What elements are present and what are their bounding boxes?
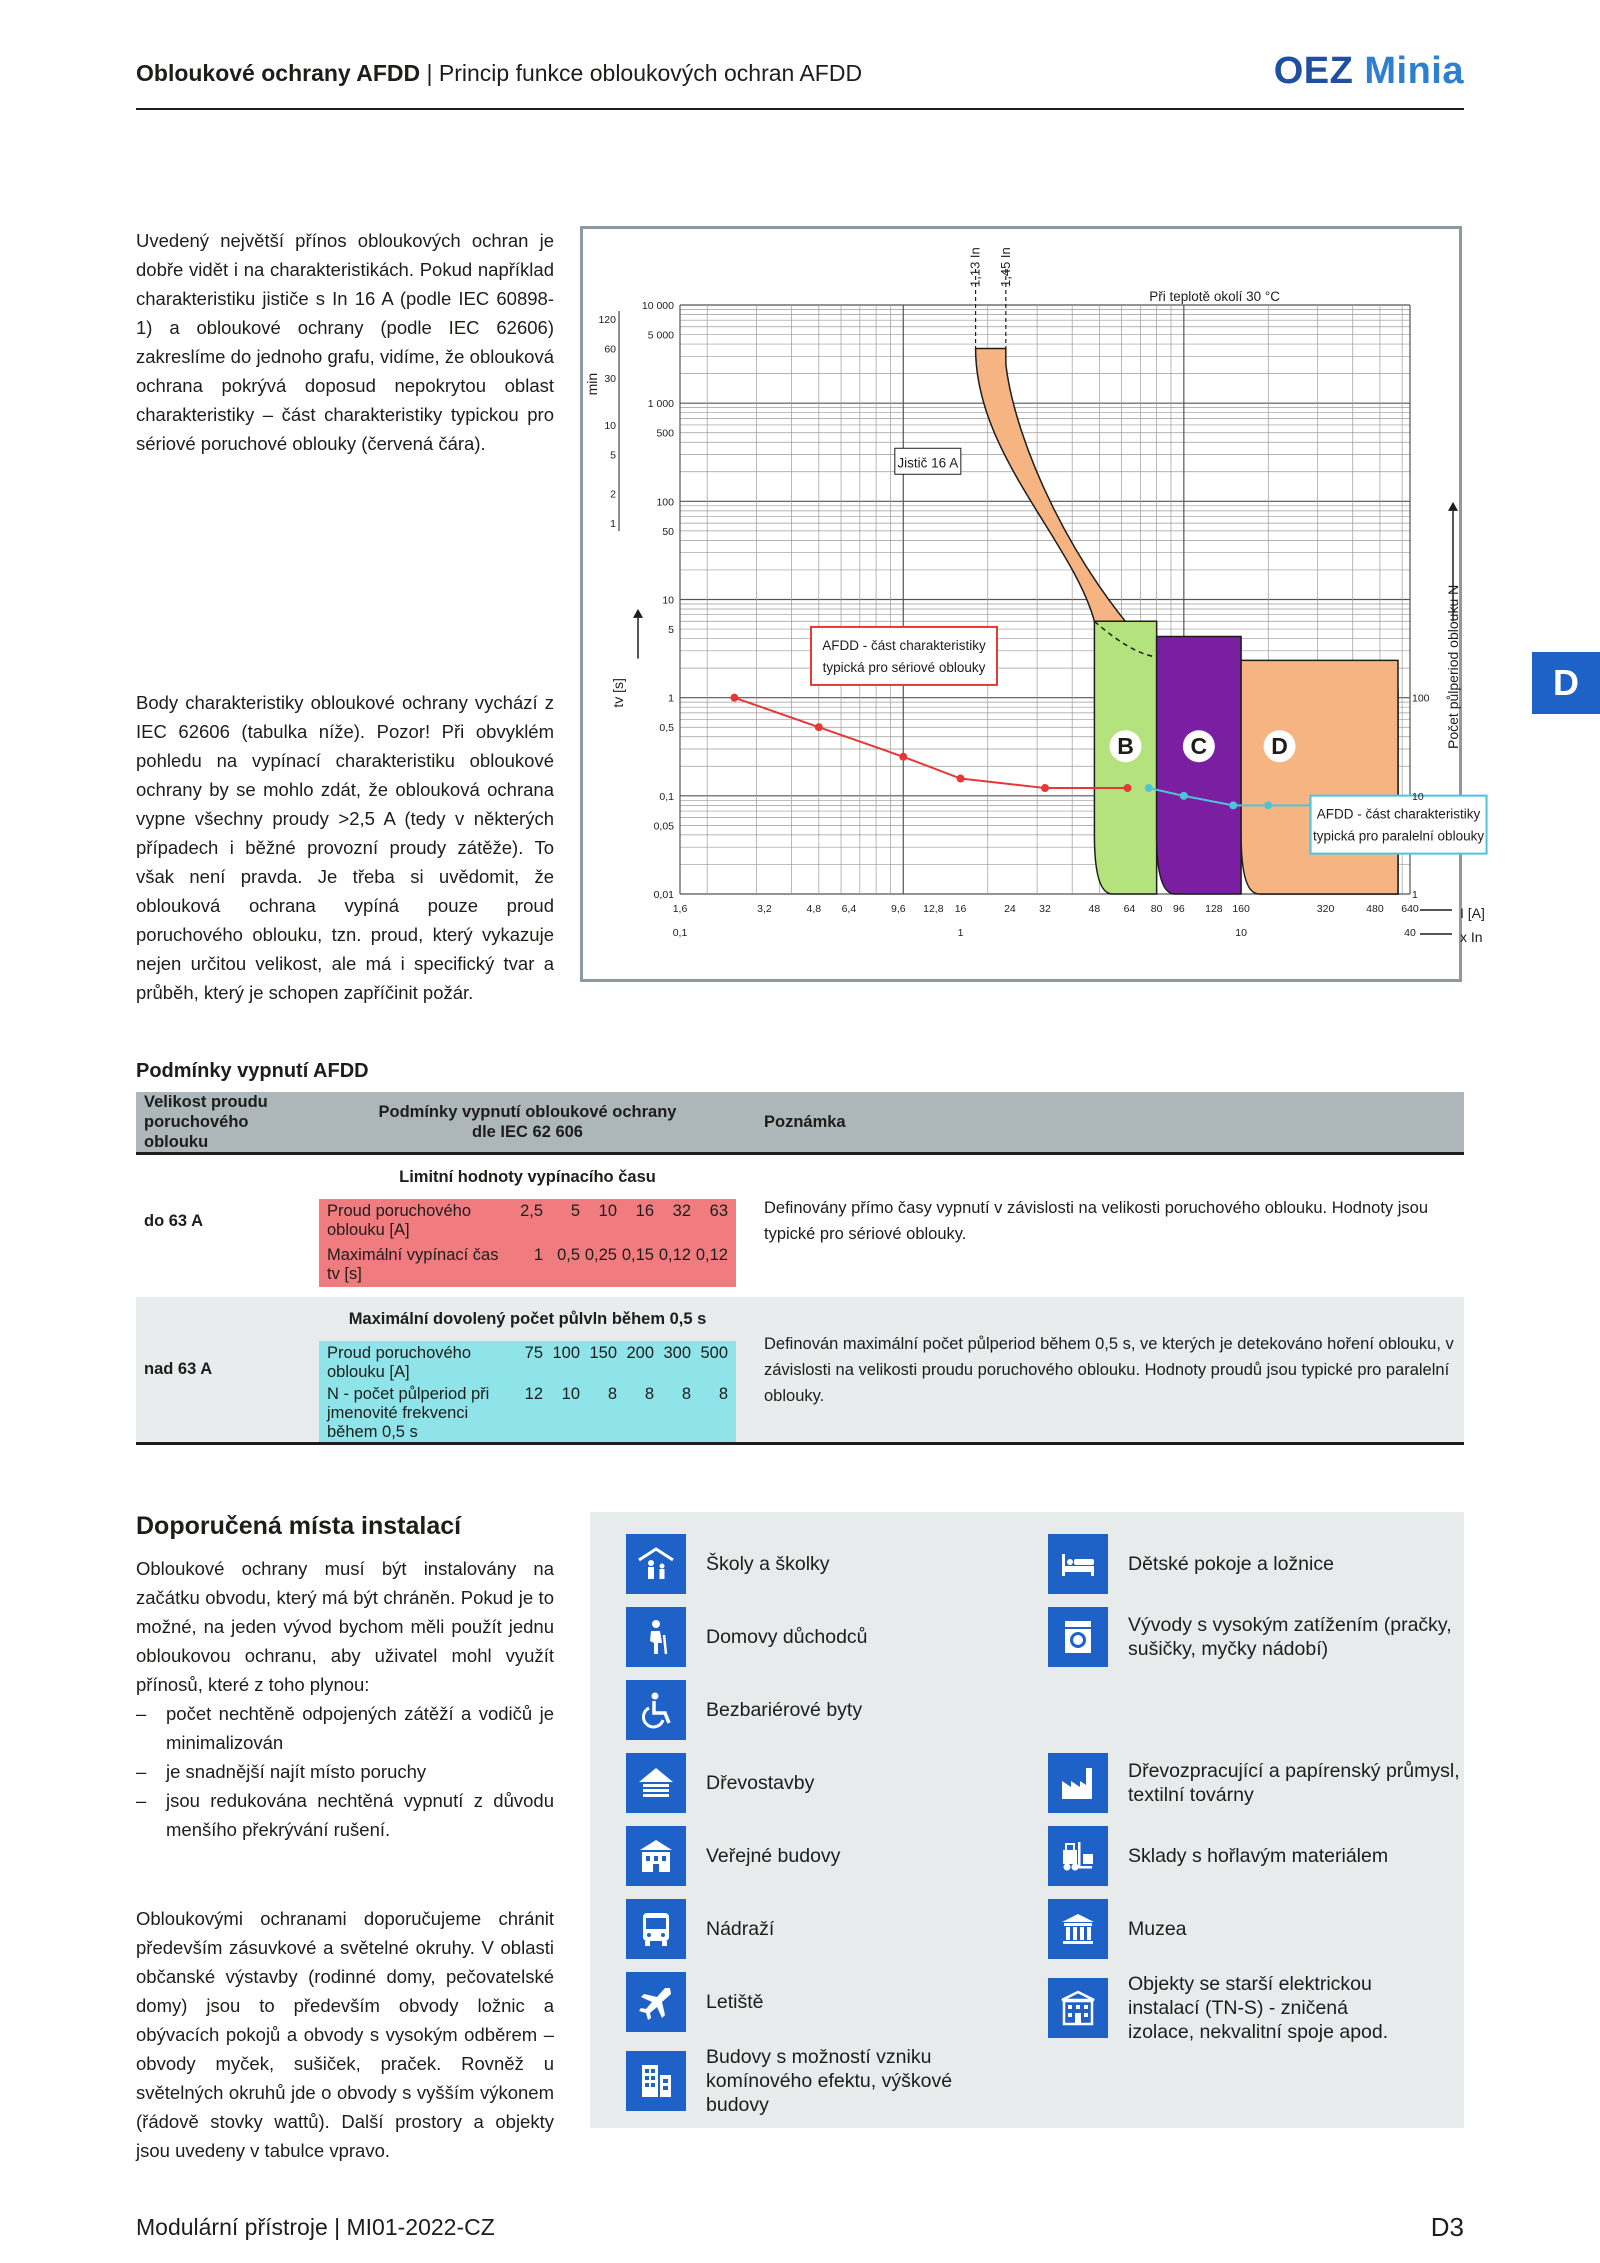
place-label: Sklady s hořlavým materiálem [1128, 1845, 1389, 1867]
group2-row1 [319, 1341, 736, 1385]
col-header-conditions [319, 1092, 736, 1154]
group2-subhead: Maximální dovolený počet půlvln během 0,5 s [348, 1309, 707, 1328]
series-point [730, 694, 738, 702]
brand-logo [1274, 50, 1464, 93]
y-tick-seconds: 100 [656, 496, 674, 509]
table-row [136, 1154, 1464, 1200]
marker-label: 1,13 In [967, 247, 983, 287]
intro-paragraph-2: Body charakteristiky obloukové ochrany vychází z IEC 62606 (tabulka níže). Pozor! Při obvyklém pohledu na vypínací charakteristiku obloukové ochrany by se mohlo zdát, že oblouková ochrana vypne všechny proudy >2,5 A (tedy v některých případech i běžné provozní proudy zátěže). To však není pravda. Je třeba si uvědomit, že oblouková ochrana vypíná pouze proud poruchového oblouku, tzn. proud, který vykazuje nejen určitou velikost, ale má i specifický tvar a průběh, který je schopen zapříčinit požár. [136, 692, 554, 1003]
zone-letter: B [1117, 733, 1134, 760]
bus-icon [626, 1899, 686, 1959]
y-tick-seconds: 0,5 [659, 722, 674, 735]
series-point [815, 723, 823, 731]
installation-intro: Obloukové ochrany musí být instalovány na začátku obvodu, který má být chráněn. Pokud je to možné, na jeden vývod bychom měli použít jednu obloukovou ochranu, aby uživatel mohl využít přínosů, které z toho plynou: [136, 1558, 554, 1695]
parallel-legend-box [1311, 796, 1487, 854]
x-label-multiple: x In [1460, 929, 1483, 945]
school-icon [626, 1534, 686, 1594]
right-axis-label: Počet půlperiod oblouku N [1445, 584, 1461, 749]
group2-row1-values [506, 1344, 728, 1382]
y-tick-seconds: 10 [662, 594, 674, 607]
group1-row2-value: 1 [533, 1246, 543, 1264]
right-tick: 1 [1412, 889, 1418, 901]
series-point [1145, 784, 1153, 792]
x-tick-current: 16 [954, 903, 967, 915]
y-tick-seconds: 1 [668, 692, 674, 705]
group1-size: do 63 A [144, 1211, 203, 1230]
group2-row2-value: 8 [644, 1385, 654, 1403]
place-item [626, 1534, 830, 1594]
group1-row1-value: 63 [709, 1202, 728, 1220]
installation-bullets [136, 1699, 554, 1844]
wheelchair-icon [626, 1680, 686, 1740]
place-item [626, 1607, 868, 1667]
x-tick-multiple: 10 [1235, 927, 1247, 939]
y-tick-minutes: 30 [604, 373, 616, 386]
x-tick-current: 128 [1205, 903, 1223, 915]
x-tick-current: 64 [1123, 903, 1136, 915]
serial-legend-box [811, 627, 997, 685]
place-label: Veřejné budovy [706, 1845, 841, 1867]
x-tick-multiple: 40 [1404, 927, 1416, 939]
series-point [1180, 792, 1188, 800]
x-tick-current: 640 [1401, 903, 1419, 915]
group1-row2-value: 0,12 [658, 1246, 691, 1264]
breaker-label: Jistič 16 A [897, 455, 959, 471]
installation-paragraph-2: Obloukovými ochranami doporučujeme chránit především zásuvkové a světelné okruhy. V oblasti občanské výstavby (rodinné domy, pečovatelské domy) jsou to především obvody ložnic a obývacích pokojů a obvody s vysokým odběrem – obvody myček, sušiček, praček. Rovněž u světelných okruhů jde o obvody s vyšším výkonem (řádově stovky wattů). Další prostory a objekty jsou uvedeny v tabulce vpravo. [136, 1908, 554, 2161]
group1-row1 [319, 1199, 736, 1243]
old-building-icon [1048, 1978, 1108, 2038]
bullet-item: – je snadnější najít místo poruchy [136, 1757, 554, 1786]
bed-icon [1048, 1534, 1108, 1594]
group1-row2-value: 0,12 [695, 1246, 728, 1264]
elderly-icon [626, 1607, 686, 1667]
y-tick-seconds: 0,05 [653, 820, 674, 833]
x-tick-current: 480 [1366, 903, 1384, 915]
col-header-size: Velikost proudu poruchového oblouku [136, 1092, 319, 1154]
table-header-row [136, 1092, 1464, 1154]
place-label: Dětské pokoje a ložnice [1128, 1553, 1334, 1575]
x-tick-multiple: 1 [957, 927, 964, 939]
page-number: D3 [1430, 2212, 1464, 2242]
group1-row1-value: 10 [598, 1202, 617, 1220]
y-tick-seconds: 0,01 [653, 889, 674, 901]
public-building-icon [626, 1826, 686, 1886]
trip-conditions-table [136, 1092, 1464, 1445]
y-tick-minutes: 60 [604, 343, 616, 356]
header-title-rest: | Princip funkce obloukových ochran AFDD [426, 60, 863, 86]
x-tick-current: 48 [1088, 903, 1101, 915]
parallel-legend-text: typická pro paralelní oblouky [1312, 828, 1485, 844]
group1-subhead: Limitní hodnoty vypínacího času [399, 1167, 656, 1186]
group2-row1-value: 100 [552, 1344, 580, 1362]
x-tick-current: 1,6 [672, 903, 688, 915]
y-tick-minutes: 1 [610, 518, 616, 531]
y-tick-seconds: 1 000 [647, 398, 674, 411]
header-divider [136, 108, 1464, 110]
y-tick-minutes: 10 [604, 419, 616, 432]
group2-row2-value: 12 [524, 1385, 543, 1403]
y-tick-minutes: 120 [598, 314, 616, 327]
x-tick-current: 4,8 [806, 903, 822, 915]
series-point [1124, 784, 1132, 792]
temperature-note: Při teplotě okolí 30 °C [1149, 289, 1280, 304]
place-label: Nádraží [706, 1918, 775, 1940]
zone-letter: C [1190, 733, 1208, 760]
place-label: Letiště [706, 1991, 764, 2013]
footer-left: Modulární přístroje | MI01-2022-CZ [136, 2214, 495, 2240]
zone-letter: D [1271, 733, 1288, 760]
x-tick-current: 160 [1232, 903, 1250, 915]
place-label: Dřevozpracující a papírenský průmysl, textilní továrny [1128, 1760, 1460, 1806]
x-tick-current: 32 [1039, 903, 1051, 915]
table-title: Podmínky vypnutí AFDD [136, 1060, 369, 1082]
x-tick-current: 320 [1316, 903, 1335, 915]
x-tick-current: 12,8 [923, 903, 944, 915]
place-label: Budovy s možností vzniku komínového efektu, výškové budovy [706, 2046, 953, 2116]
place-label: Muzea [1128, 1918, 1187, 1940]
x-label-current: I [A] [1460, 905, 1485, 921]
group1-row2-value: 0,5 [557, 1246, 580, 1264]
y-label-minutes: min [584, 372, 600, 396]
brand-minia: Minia [1364, 50, 1464, 92]
chart-svg [583, 229, 1485, 979]
col-header-conditions-line1: Podmínky vypnutí obloukové ochrany [378, 1103, 677, 1121]
place-label: Školy a školky [706, 1553, 830, 1575]
place-item [626, 1753, 814, 1813]
serial-legend-text: AFDD - část charakteristiky [822, 637, 986, 653]
place-item [1048, 1607, 1464, 1667]
place-item [1048, 1826, 1388, 1886]
col-header-note: Poznámka [756, 1092, 1464, 1154]
airplane-icon [626, 1972, 686, 2032]
y-tick-seconds: 500 [656, 427, 674, 440]
forklift-icon [1048, 1826, 1108, 1886]
place-item [1048, 1899, 1187, 1959]
place-label: Bezbariérové byty [706, 1699, 863, 1721]
group1-row1-value: 5 [570, 1202, 580, 1220]
x-tick-current: 9,6 [891, 903, 906, 915]
group2-row1-value: 300 [663, 1344, 691, 1362]
x-tick-current: 80 [1150, 903, 1163, 915]
series-point [1264, 801, 1272, 809]
trip-characteristic-chart [580, 226, 1485, 982]
zone-d [1241, 660, 1398, 894]
header-title [136, 60, 862, 87]
group2-row1-value: 200 [626, 1344, 654, 1362]
x-tick-current: 24 [1004, 903, 1016, 915]
group2-row2 [319, 1385, 736, 1444]
place-item [626, 1826, 840, 1886]
series-point [1229, 801, 1237, 809]
x-tick-current: 6,4 [841, 903, 857, 915]
group2-row2-value: 8 [607, 1385, 617, 1403]
series-point [1041, 784, 1049, 792]
x-tick-multiple: 0,1 [672, 927, 688, 939]
x-tick-current: 96 [1173, 903, 1185, 915]
place-item [626, 1972, 763, 2032]
series-point [899, 753, 907, 761]
chart-labels [584, 247, 1487, 945]
bullet-item: – počet nechtěně odpojených zátěží a vodičů je minimalizován [136, 1699, 554, 1757]
y-tick-minutes: 2 [610, 488, 616, 501]
place-item [1048, 1534, 1334, 1594]
group2-row2-label: N - počet půlperiod při jmenovité frekvenci během 0,5 s [327, 1385, 490, 1441]
place-item [626, 1899, 774, 1959]
wooden-house-icon [626, 1753, 686, 1813]
y-tick-seconds: 50 [662, 525, 674, 538]
group2-note: Definován maximální počet půlperiod během 0,5 s, ve kterých je detekováno hoření oblouku, v závislosti na velikosti proudu poruchového oblouku. Hodnoty proudů jsou typické pro paralelní oblouky. [764, 1334, 1454, 1405]
place-label: Domovy důchodců [706, 1626, 868, 1648]
bullet-item: – jsou redukována nechtěná vypnutí z důvodu menšího překrývání rušení. [136, 1786, 554, 1844]
place-item [1048, 1753, 1464, 1813]
highrise-icon [626, 2051, 686, 2111]
group1-row1-value: 2,5 [520, 1202, 543, 1220]
group1-row2-value: 0,15 [621, 1246, 654, 1264]
table-row [136, 1297, 1464, 1341]
y-tick-seconds: 5 000 [647, 329, 674, 342]
factory-icon [1048, 1753, 1108, 1813]
series-line [734, 698, 1127, 788]
place-item [1048, 1972, 1408, 2044]
group1-row1-values [506, 1202, 728, 1240]
group1-note: Definovány přímo časy vypnutí v závislosti na velikosti poruchového oblouku. Hodnoty jsou typické pro sériové oblouky. [764, 1199, 1429, 1243]
group1-row1-value: 32 [672, 1202, 691, 1220]
y-label-seconds: tv [s] [610, 678, 626, 708]
header-title-bold: Obloukové ochrany AFDD [136, 60, 421, 86]
group2-row1-value: 150 [589, 1344, 617, 1362]
y-tick-seconds: 5 [668, 624, 674, 637]
y-tick-seconds: 10 000 [641, 300, 674, 312]
right-tick: 10 [1412, 790, 1424, 803]
group2-row1-value: 500 [700, 1344, 728, 1362]
marker-label: 1,45 In [997, 247, 1013, 287]
museum-icon [1048, 1899, 1108, 1959]
group1-row1-label: Proud poruchového oblouku [A] [327, 1202, 472, 1239]
place-label: Dřevostavby [706, 1772, 815, 1794]
parallel-legend-text: AFDD - část charakteristiky [1316, 806, 1481, 822]
section-tab: D [1532, 652, 1600, 714]
intro-paragraph-1: Uvedený největší přínos obloukových ochran je dobře vidět i na charakteristikách. Pokud například charakteristiku jističe s In 16 A (podle IEC 60898-1) a obloukové ochrany (podle IEC 62606) zakreslíme do jednoho grafu, vidíme, že oblouková ochrana pokrývá doposud nepokrytou oblast charakteristiky – část charakteristiky typickou pro sériové poruchové oblouky (červená čára). [136, 230, 554, 454]
group2-row2-value: 10 [561, 1385, 580, 1403]
right-tick: 100 [1412, 692, 1430, 705]
group1-row2-label: Maximální vypínací čas tv [s] [327, 1246, 499, 1283]
group1-row2-value: 0,25 [584, 1246, 617, 1264]
group2-row1-label: Proud poruchového oblouku [A] [327, 1344, 472, 1381]
group1-row1-value: 16 [635, 1202, 654, 1220]
group2-size: nad 63 A [144, 1360, 213, 1378]
y-tick-seconds: 0,1 [659, 790, 674, 803]
y-tick-minutes: 5 [610, 449, 616, 462]
installation-places-panel [590, 1512, 1464, 2128]
series-point [957, 775, 965, 783]
x-tick-current: 3,2 [757, 903, 772, 915]
brand-oez: OEZ [1273, 50, 1354, 92]
right-arrow-head [1448, 502, 1458, 511]
y-arrow-head [633, 609, 643, 618]
installation-title: Doporučená místa instalací [136, 1512, 462, 1540]
group2-row2-value: 8 [681, 1385, 691, 1403]
group2-row2-value: 8 [718, 1385, 728, 1403]
group1-row2 [319, 1243, 736, 1287]
serial-legend-text: typická pro sériové oblouky [822, 659, 986, 675]
place-label: Objekty se starší elektrickou instalací (TN-S) - zničená izolace, nekvalitní spoje apod. [1128, 1973, 1389, 2043]
group2-row1-value: 75 [524, 1344, 543, 1362]
group2-row2-values [506, 1385, 728, 1442]
washing-machine-icon [1048, 1607, 1108, 1667]
place-label: Vývody s vysokým zatížením (pračky, sušičky, myčky nádobí) [1128, 1614, 1452, 1660]
place-item [626, 1680, 862, 1740]
installation-paragraph-1 [136, 1554, 554, 1844]
zone-c [1157, 636, 1241, 894]
place-item [626, 2045, 956, 2117]
group1-row2-values [506, 1246, 728, 1284]
col-header-conditions-line2: dle IEC 62 606 [472, 1123, 583, 1141]
